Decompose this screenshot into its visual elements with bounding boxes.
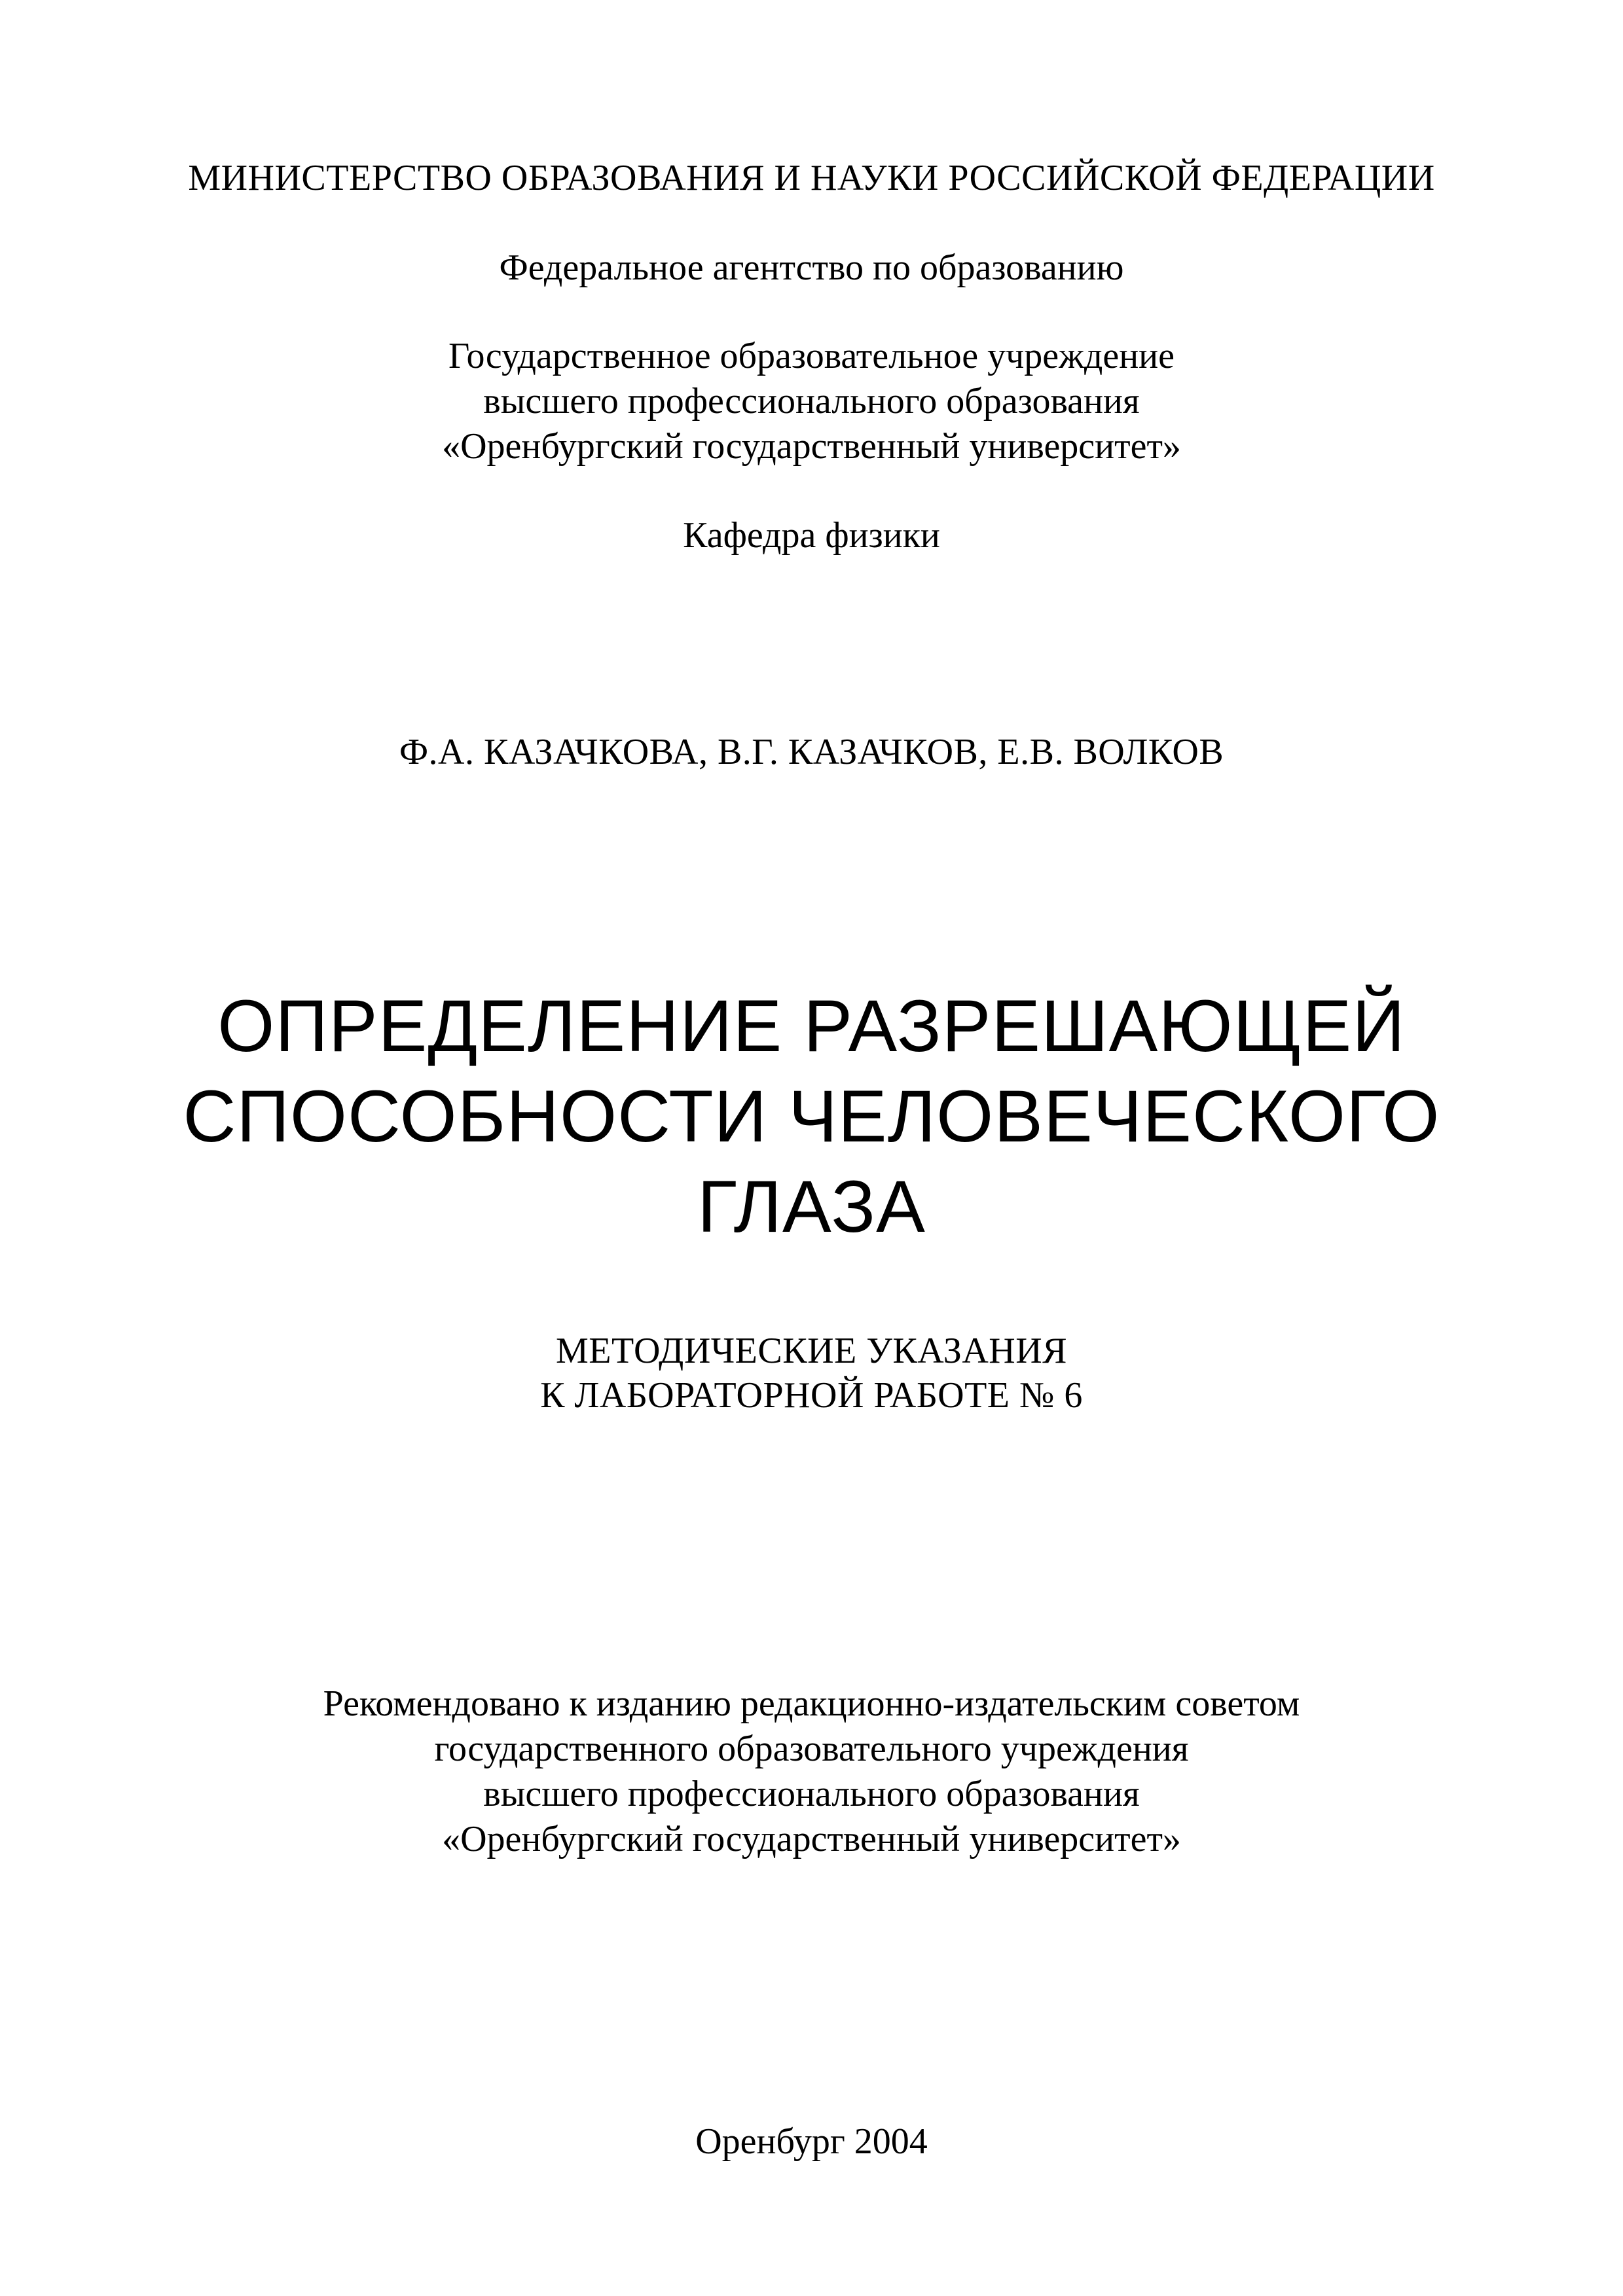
title-line-1: ОПРЕДЕЛЕНИЕ РАЗРЕШАЮЩЕЙ: [217, 985, 1406, 1067]
institution-line-2: высшего профессионального образования: [483, 381, 1140, 422]
recommendation-line-3: высшего профессионального образования: [483, 1774, 1140, 1814]
city-year: Оренбург 2004: [695, 2121, 928, 2162]
title-line-3: ГЛАЗА: [697, 1166, 926, 1247]
recommendation-line-4: «Оренбургский государственный университет»: [442, 1819, 1181, 1859]
institution-line-3: «Оренбургский государственный университет»: [442, 426, 1181, 467]
institution-line-1: Государственное образовательное учреждение: [448, 336, 1175, 376]
ministry-heading: МИНИСТЕРСТВО ОБРАЗОВАНИЯ И НАУКИ РОССИЙСКОЙ ФЕДЕРАЦИИ: [188, 158, 1435, 198]
department-line: Кафедра физики: [683, 515, 940, 556]
subtitle-line-2: К ЛАБОРАТОРНОЙ РАБОТЕ № 6: [540, 1375, 1083, 1416]
agency-line: Федеральное агентство по образованию: [499, 247, 1124, 288]
recommendation-line-2: государственного образовательного учреждения: [434, 1729, 1189, 1769]
recommendation-line-1: Рекомендовано к изданию редакционно-издательским советом: [323, 1683, 1300, 1724]
authors-line: Ф.А. КАЗАЧКОВА, В.Г. КАЗАЧКОВ, Е.В. ВОЛКОВ: [399, 732, 1224, 772]
title-line-2: СПОСОБНОСТИ ЧЕЛОВЕЧЕСКОГО: [183, 1075, 1440, 1157]
subtitle-line-1: МЕТОДИЧЕСКИЕ УКАЗАНИЯ: [556, 1331, 1067, 1371]
